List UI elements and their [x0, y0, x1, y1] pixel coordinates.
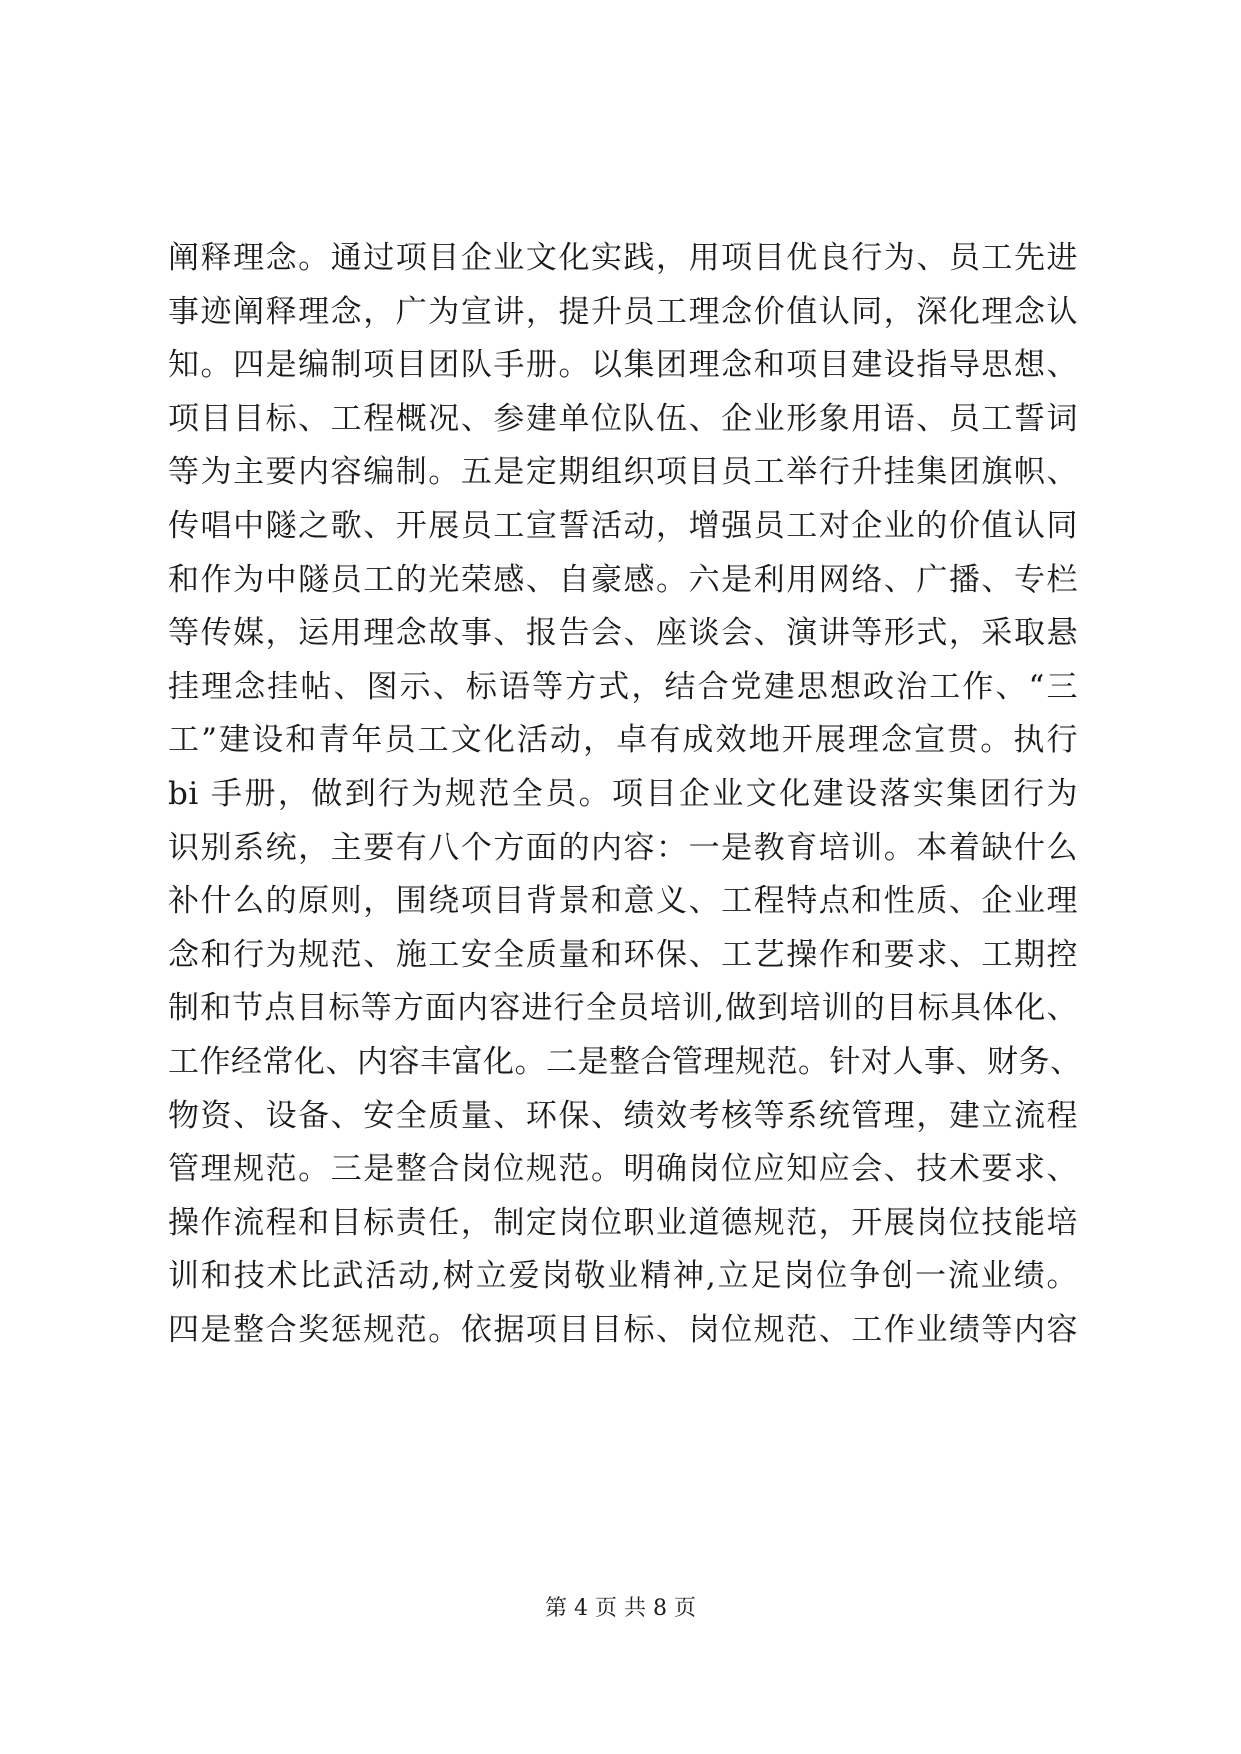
text-line: 管理规范。三是整合岗位规范。明确岗位应知应会、技术要求、 — [168, 1151, 1078, 1188]
text-line: 项目目标、工程概况、参建单位队伍、企业形象用语、员工誓词 — [168, 400, 1078, 437]
text-line: 等为主要内容编制。五是定期组织项目员工举行升挂集团旗帜、 — [168, 454, 1078, 491]
text-line: 等传媒，运用理念故事、报告会、座谈会、演讲等形式，采取悬 — [168, 615, 1078, 652]
text-line: 操作流程和目标责任，制定岗位职业道德规范，开展岗位技能培 — [168, 1204, 1078, 1241]
text-line: 四是整合奖惩规范。依据项目目标、岗位规范、工作业绩等内容 — [168, 1311, 1078, 1348]
text-line: 传唱中隧之歌、开展员工宣誓活动，增强员工对企业的价值认同 — [168, 507, 1078, 544]
page-footer — [0, 1594, 1241, 1624]
text-line: 训和技术比武活动,树立爱岗敬业精神,立足岗位争创一流业绩。 — [168, 1258, 1078, 1295]
text-line: 挂理念挂帖、图示、标语等方式，结合党建思想政治工作、“三 — [168, 668, 1078, 705]
text-line: 工”建设和青年员工文化活动，卓有成效地开展理念宣贯。执行 — [168, 722, 1078, 759]
text-line: 阐释理念。通过项目企业文化实践，用项目优良行为、员工先进 — [168, 240, 1078, 276]
text-line: 工作经常化、内容丰富化。二是整合管理规范。针对人事、财务、 — [168, 1043, 1082, 1080]
text-line: 物资、设备、安全质量、环保、绩效考核等系统管理，建立流程 — [168, 1097, 1078, 1134]
text-line: bi 手册，做到行为规范全员。项目企业文化建设落实集团行为 — [168, 775, 1078, 812]
body-text — [168, 232, 1082, 1357]
text-line: 知。四是编制项目团队手册。以集团理念和项目建设指导思想、 — [168, 347, 1078, 384]
text-line: 识别系统，主要有八个方面的内容：一是教育培训。本着缺什么 — [168, 829, 1078, 866]
text-line: 补什么的原则，围绕项目背景和意义、工程特点和性质、企业理 — [168, 883, 1078, 920]
text-line: 和作为中隧员工的光荣感、自豪感。六是利用网络、广播、专栏 — [168, 561, 1078, 598]
text-line: 念和行为规范、施工安全质量和环保、工艺操作和要求、工期控 — [168, 936, 1078, 973]
text-line: 制和节点目标等方面内容进行全员培训,做到培训的目标具体化、 — [168, 990, 1078, 1027]
page-number: 第 4 页 共 8 页 — [545, 1596, 696, 1621]
text-line: 事迹阐释理念，广为宣讲，提升员工理念价值认同，深化理念认 — [168, 293, 1078, 330]
